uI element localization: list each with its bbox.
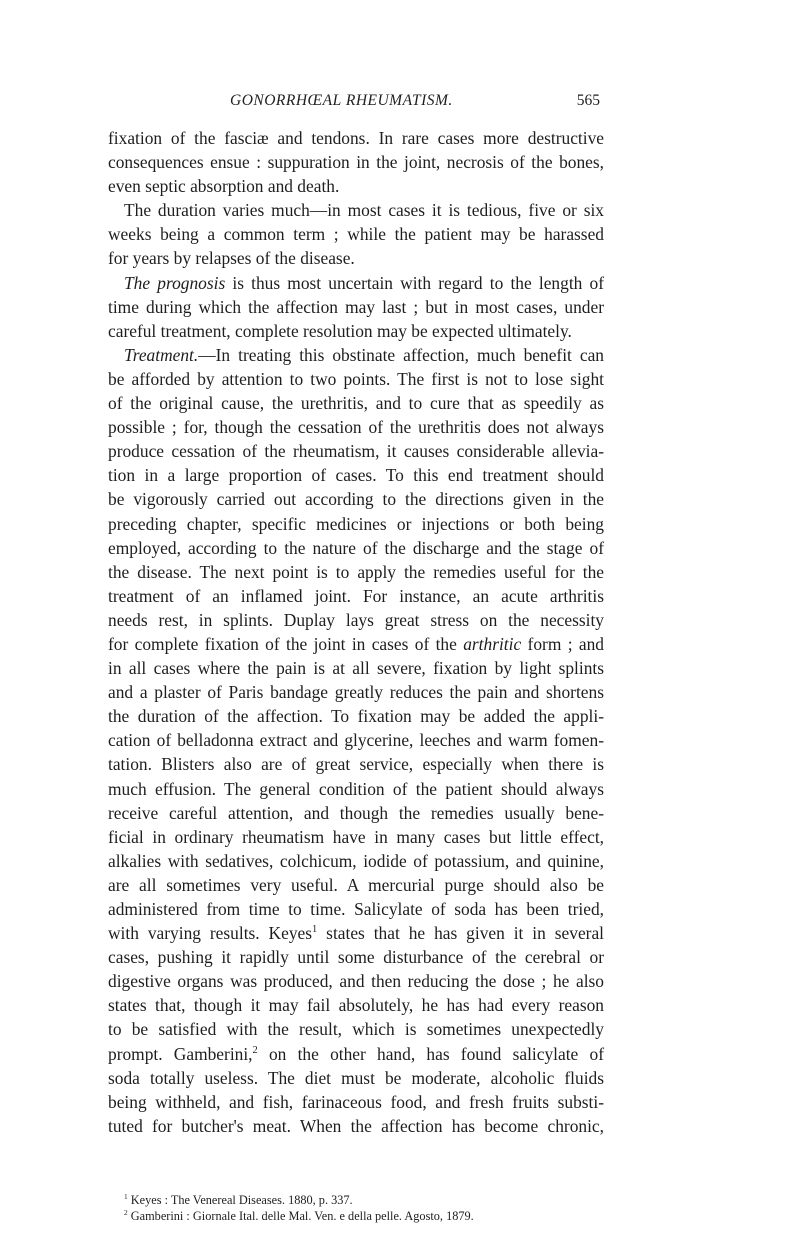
italic-term-prognosis: The prognosis [124,272,226,293]
text-line: being withheld, and fish, farinaceous food, and fresh fruits substi- [108,1091,604,1112]
text-run: form ; and [521,633,604,654]
text-run: is thus most uncertain with regard to the length of [225,272,604,293]
text-run: for complete fixation of the joint in cases of the [108,633,464,654]
text-line: careful treatment, complete resolution may be expected ultimately. [108,320,572,341]
running-head-title: GONORRHŒAL RHEUMATISM. [230,92,453,109]
running-head [230,92,600,110]
text-line: consequences ensue : suppuration in the joint, necrosis of the bones, [108,152,604,173]
text-line: employed, according to the nature of the discharge and the stage of [108,537,604,558]
footnote-text: Gamberini : Giornale Ital. delle Mal. Ven. e della pelle. Agosto, 1879. [127,1209,474,1223]
text-line: be afforded by attention to two points. The first is not to lose sight [108,368,604,389]
text-line: tation. Blisters also are of great service, especially when there is [108,754,604,775]
text-line [108,632,604,656]
text-line [108,271,604,295]
text-line: receive careful attention, and though the remedies usually bene- [108,802,604,823]
text-line: states that, though it may fail absolutely, he has had every reason [108,995,604,1016]
text-line: digestive organs was produced, and then reducing the dose ; he also [108,971,604,992]
text-line: alkalies with sedatives, colchicum, iodide of potassium, and quinine, [108,850,604,871]
text-line: cation of belladonna extract and glycerine, leeches and warm fomen- [108,730,604,751]
text-line: The duration varies much—in most cases it is tedious, five or six [124,200,604,221]
italic-term-arthritic: arthritic [463,633,522,654]
text-line: administered from time to time. Salicylate of soda has been tried, [108,899,604,919]
footnote-ref-2: 2 [252,1044,258,1056]
text-line: to be satisfied with the result, which is sometimes unexpectedly [108,1019,604,1040]
text-run: prompt. Gamberini, [108,1043,253,1064]
text-line: cases, pushing it rapidly until some disturbance of the cerebral or [108,947,604,968]
footnote-text: Keyes : The Venereal Diseases. 1880, p. 337. [127,1193,353,1207]
text-line: preceding chapter, specific medicines or injections or both being [108,513,604,534]
text-line: ficial in ordinary rheumatism have in many cases but little effect, [108,826,604,847]
text-line: of the original cause, the urethritis, and to cure that as speedily as [108,393,604,414]
text-line: in all cases where the pain is at all severe, fixation by light splints [108,658,604,679]
text-line: treatment of an inflamed joint. For instance, an acute arthritis [108,585,604,606]
italic-term-treatment: Treatment. [124,344,199,365]
text-line: soda totally useless. The diet must be moderate, alcoholic fluids [108,1067,604,1088]
body-text [108,126,604,1138]
text-run: states that he has given it in several [317,923,605,944]
text-line: needs rest, in splints. Duplay lays great stress on the necessity [108,609,604,630]
text-line: possible ; for, though the cessation of the urethritis does not always [108,417,604,438]
text-run: —In treating this obstinate affection, much benefit can [198,344,604,365]
text-line: be vigorously carried out according to the directions given in the [108,489,604,510]
text-line: weeks being a common term ; while the patient may be harassed [108,224,604,245]
footnote [124,1208,624,1224]
text-line [108,1042,604,1066]
footnote [124,1192,624,1208]
text-line: time during which the affection may last ; but in most cases, under [108,296,604,317]
text-line: produce cessation of the rheumatism, it causes considerable allevia- [108,441,604,462]
text-line: are all sometimes very useful. A mercurial purge should also be [108,874,604,895]
text-line [108,343,604,367]
text-run: on the other hand, has found salicylate of [257,1043,604,1064]
footnote-ref-1: 1 [312,924,318,936]
text-line: for years by relapses of the disease. [108,248,355,269]
text-line: the duration of the affection. To fixation may be added the appli- [108,706,604,727]
page-number: 565 [576,92,600,109]
text-run: with varying results. Keyes [108,923,313,944]
text-line: even septic absorption and death. [108,176,340,197]
text-line: fixation of the fasciæ and tendons. In rare cases more destructive [108,128,604,148]
text-line: the disease. The next point is to apply the remedies useful for the [108,561,604,582]
text-line: and a plaster of Paris bandage greatly reduces the pain and shortens [108,682,604,703]
footnotes [124,1192,624,1224]
text-line: tuted for butcher's meat. When the affection has become chronic, [108,1115,604,1136]
text-line: tion in a large proportion of cases. To this end treatment should [108,465,604,486]
footnote-mark: 2 [124,1207,128,1217]
footnote-mark: 1 [124,1191,128,1201]
text-line [108,921,604,945]
text-line: much effusion. The general condition of the patient should always [108,778,604,799]
